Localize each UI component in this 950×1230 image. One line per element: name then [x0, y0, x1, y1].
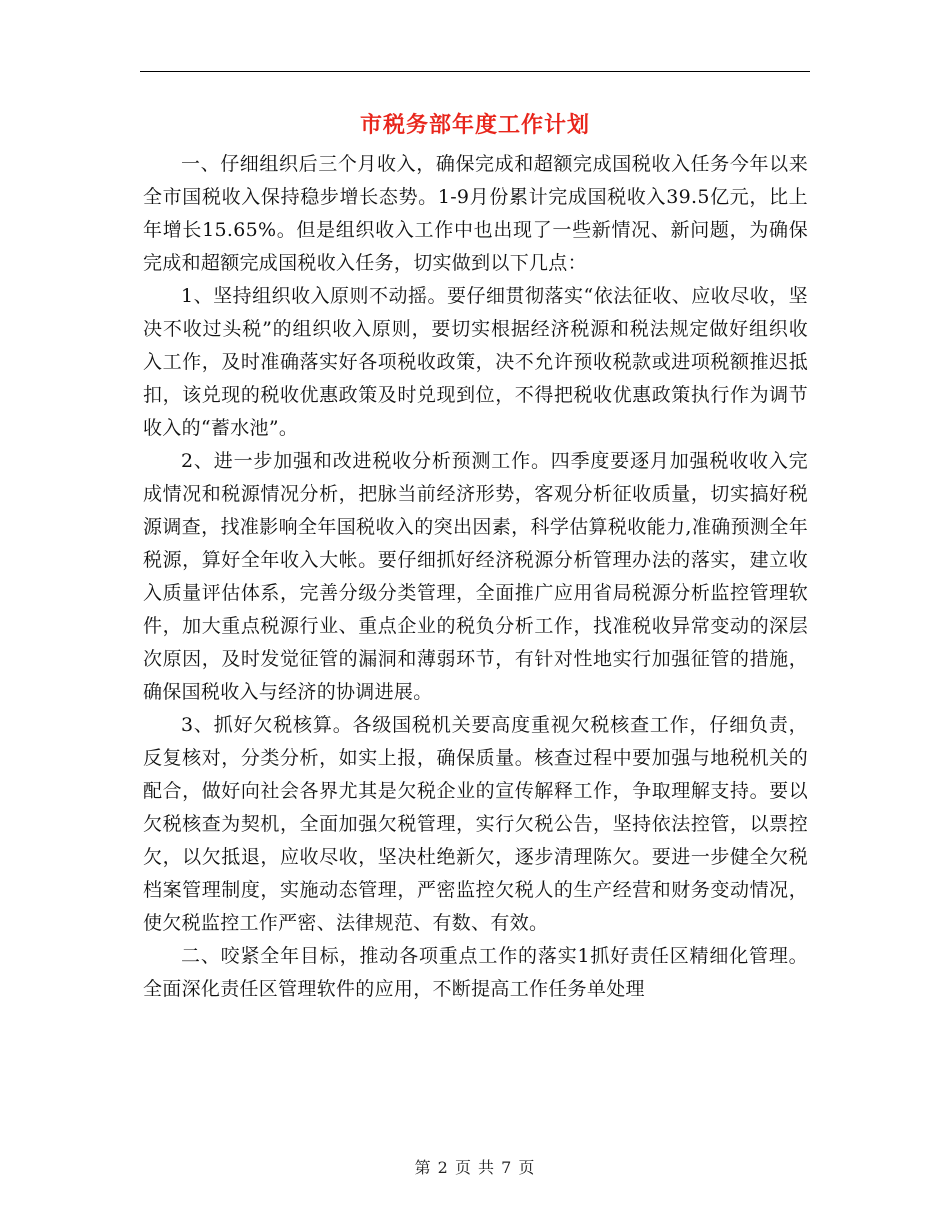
paragraph-item-1: 1、坚持组织收入原则不动摇。要仔细贯彻落实“依法征收、应收尽收，坚决不收过头税”的组织收入原则，要切实根据经济税源和税法规定做好组织收入工作，及时准确落实好各项税收政策，决不允许预收税款或进项税额推迟抵扣，该兑现的税收优惠政策及时兑现到位，不得把税收优惠政策执行作为调节收入的“蓄水池”。 — [143, 285, 808, 439]
paragraph-item-3: 3、抓好欠税核算。各级国税机关要高度重视欠税核查工作，仔细负责，反复核对，分类分析，如实上报，确保质量。核查过程中要加强与地税机关的配合，做好向社会各界尤其是欠税企业的宣传解释工作，争取理解支持。要以欠税核查为契机，全面加强欠税管理，实行欠税公告，坚持依法控管，以票控欠，以欠抵退，应收尽收，坚决杜绝新欠，逐步清理陈欠。要进一步健全欠税档案管理制度，实施动态管理，严密监控欠税人的生产经营和财务变动情况，使欠税监控工作严密、法律规范、有数、有效。 — [143, 714, 808, 934]
document-title: 市税务部年度工作计划 — [359, 112, 590, 138]
paragraph-item-2: 2、进一步加强和改进税收分析预测工作。四季度要逐月加强税收收入完成情况和税源情况分析，把脉当前经济形势，客观分析征收质量，切实搞好税源调查，找准影响全年国税收入的突出因素，科学估算税收能力,准确预测全年税源，算好全年收入大帐。要仔细抓好经济税源分析管理办法的落实，建立收入质量评估体系，完善分级分类管理，全面推广应用省局税源分析监控管理软件，加大重点税源行业、重点企业的税负分析工作，找准税收异常变动的深层次原因，及时发觉征管的漏洞和薄弱环节，有针对性地实行加强征管的措施，确保国税收入与经济的协调进展。 — [143, 450, 808, 703]
page-footer — [0, 1155, 950, 1178]
paragraph-section-2: 二、咬紧全年目标，推动各项重点工作的落实1抓好责任区精细化管理。全面深化责任区管理软件的应用，不断提高工作任务单处理 — [143, 945, 808, 1000]
document-body — [143, 148, 808, 1006]
paragraph-section-1: 一、仔细组织后三个月收入，确保完成和超额完成国税收入任务今年以来全市国税收入保持稳步增长态势。1-9月份累计完成国税收入39.5亿元，比上年增长15.65%。但是组织收入工作中也出现了一些新情况、新问题，为确保完成和超额完成国税收入任务，切实做到以下几点： — [143, 153, 808, 274]
header-rule — [140, 71, 810, 72]
page-number-label: 第 2 页 共 7 页 — [414, 1158, 536, 1177]
